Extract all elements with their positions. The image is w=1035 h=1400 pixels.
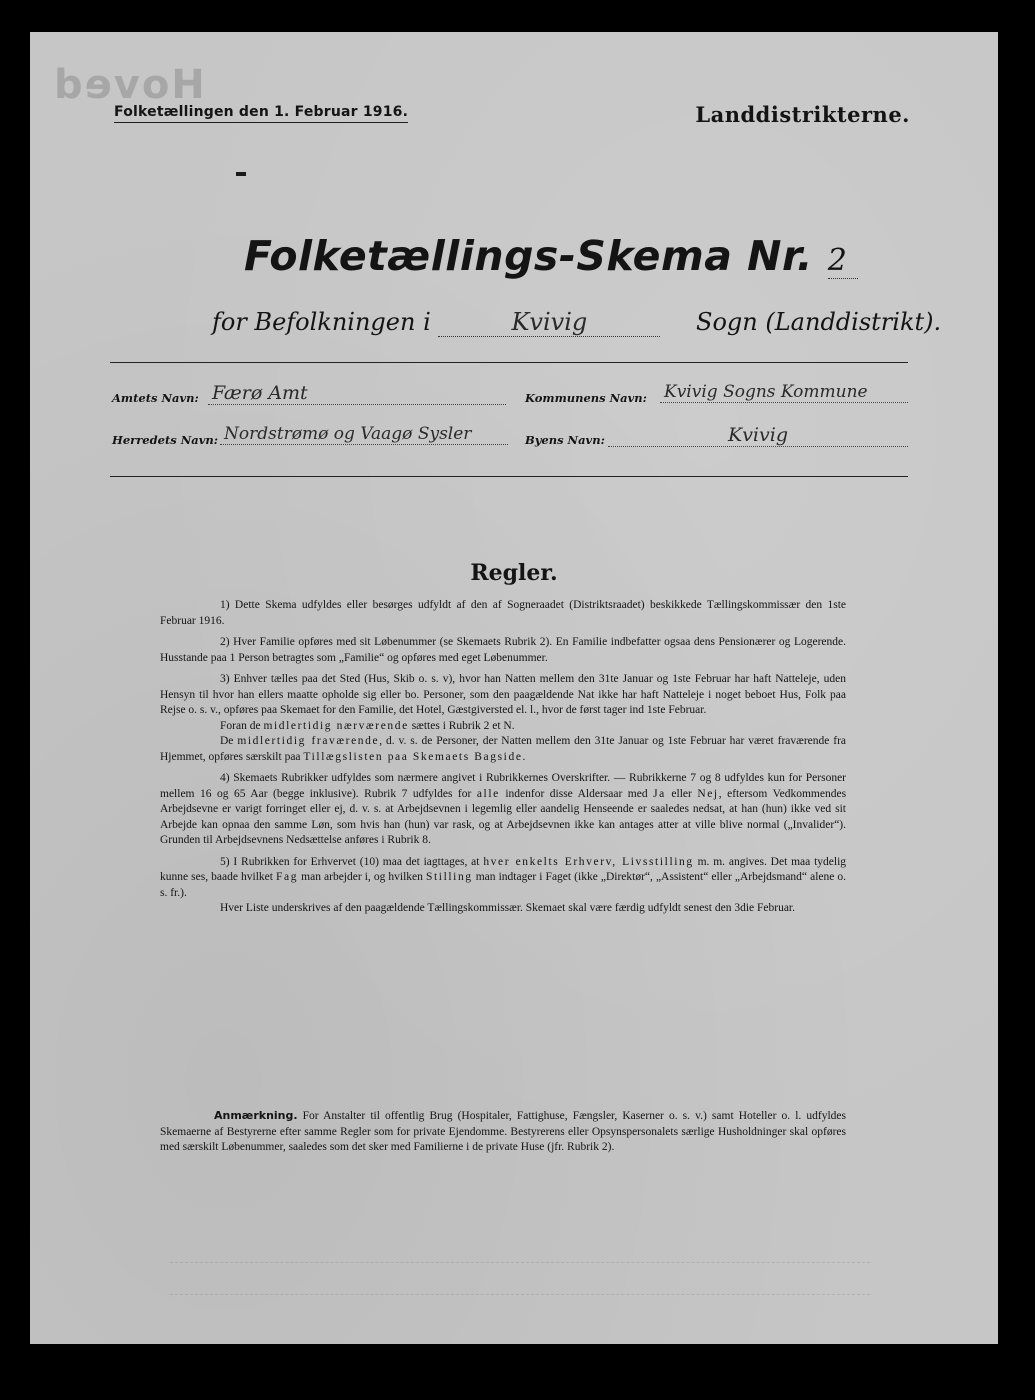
- rule-5-spaced1: hver enkelts Erhverv, Livsstilling: [483, 855, 694, 868]
- hoved-stamp-mirrored: Hoved: [52, 62, 205, 108]
- rule-5d: man indtager i Faget (ikke „Direktør“, „Assistent“ eller „Arbejdsmand“ alene o. s. fr.).: [160, 871, 847, 899]
- rule-5: [160, 855, 846, 902]
- remark-label: Anmærkning.: [214, 1109, 298, 1122]
- rule-4a: 4) Skemaets Rubrikker udfyldes som nærmere angivet i Rubrikkernes Overskrifter. — Rubrikkerne 7 og 8 udfyldes kun for Personer mellem 16 og 65 Aar (begge inklusive). Rubrik 7 udfyldes for: [160, 772, 846, 800]
- parish-line: [212, 308, 941, 337]
- rule-1: 1) Dette Skema udfyldes eller besørges udfyldt af den af Sogneraadet (Distriktsraadet) beskikkede Tællingskommissær den 1ste Februar 1916.: [160, 599, 846, 627]
- divider-bottom: [110, 476, 908, 477]
- rule-3b-post: sættes i Rubrik 2 et N.: [411, 719, 515, 732]
- amt-value: Færø Amt: [208, 382, 506, 405]
- bleed-through-line: [170, 1294, 870, 1295]
- census-date-header: Folketællingen den 1. Februar 1916.: [114, 104, 408, 123]
- rule-3: 3) Enhver tælles paa det Sted (Hus, Skib o. s. v), hvor han Natten mellem den 31te Januar og 1ste Februar har haft Natteleje, uden Hensyn til hvor han ellers maatte opholde sig eller bo. Personer, som den paagældende Nat ikke har haft Natteleje i noget beboet Hus, Folk paa Rejse o. s. v., opføres paa Skemaet for den Familie, det Hotel, Gæstgiversted el. l., hvor de først tager ind 1ste Februar.: [160, 673, 846, 716]
- rule-4b: indenfor disse Aldersaar med: [505, 787, 648, 800]
- rule-4: [160, 771, 846, 849]
- remark-text: For Anstalter til offentlig Brug (Hospitaler, Fattighuse, Fængsler, Kaserner o. s. v.) samt Hoteller o. l. udfyldes Skemaerne af Bestyrerne efter samme Regler som for private Ejendomme. Bestyrerens eller Opsynspersonalets særlige Husholdninger skal opføres med særskilt Løbenummer, saaledes som det sker med Familierne i de private Huse (jfr. Rubrik 2).: [160, 1110, 846, 1153]
- rule-5a: 5) I Rubrikken for Erhvervet (10) maa det iagttages, at: [220, 855, 480, 868]
- district-type-header: Landdistrikterne.: [695, 102, 910, 127]
- parish-name-value: Kvivig: [438, 308, 660, 337]
- census-form-page: [30, 32, 998, 1344]
- rule-3b-spaced: midlertidig nærværende: [263, 719, 409, 732]
- rule-5-spaced3: Stilling: [425, 871, 473, 883]
- form-title-text: Folketællings-Skema Nr.: [244, 232, 813, 280]
- by-value: Kvivig: [608, 424, 908, 447]
- remark-paragraph: [160, 1108, 846, 1156]
- ink-mark: [236, 172, 246, 176]
- rule-3-temporary-absent: [160, 734, 846, 765]
- parish-line-suffix: Sogn (Landdistrikt).: [696, 308, 942, 336]
- kommune-value: Kvivig Sogns Kommune: [660, 382, 908, 403]
- parish-line-prefix: for Befolkningen i: [212, 308, 431, 336]
- rule-3c-spaced: midlertidig fraværende: [237, 735, 380, 747]
- remark-section: [160, 1108, 846, 1156]
- rule-3c-mid: , d. v. s. de Personer, der Natten mellem den 31te Januar og 1ste Februar har været fraværende fra Hjemmet, opføres særskilt paa: [160, 735, 846, 763]
- divider-top: [110, 362, 908, 363]
- rule-4d: , eftersom Vedkommendes Arbejdsevne er varigt forringet eller ej, d. v. s. at Arbejdsevnen i legemlig eller aandelig Henseende er saaledes nedsat, at han (hun) ikke ved sit Arbejde kan opnaa den samme Løn, som hvis han (hun) var rask, og at Arbejdsevnen ikke kan antages atter at ville blive normal („Invalider“). Grunden til Arbejdsevnens Nedsættelse anføres i Rubrik 8.: [160, 787, 847, 846]
- rule-4c: eller: [671, 787, 692, 800]
- rule-2: 2) Hver Familie opføres med sit Løbenummer (se Skemaets Rubrik 2). En Familie indbefatter ogsaa dens Pensionærer og Logerende. Husstande paa 1 Person betragtes som „Familie“ og opføres med eget Løbenummer.: [160, 636, 846, 664]
- form-number: 2: [828, 243, 858, 279]
- rule-5-spaced2: Fag: [276, 871, 299, 883]
- rule-3c-spaced2: Tillægslisten paa Skemaets Bagside: [303, 750, 523, 763]
- rule-3c-pre: De: [220, 735, 234, 747]
- rules-body: [160, 598, 846, 923]
- rule-3-temporary-present: [160, 719, 846, 735]
- rule-6: Hver Liste underskrives af den paagældende Tællingskommissær. Skemaet skal være færdig udfyldt senest den 3die Februar.: [220, 902, 795, 914]
- herred-label: Herredets Navn:: [112, 433, 219, 447]
- kommune-label: Kommunens Navn:: [525, 391, 647, 405]
- form-title: [244, 232, 858, 280]
- rules-heading: Regler.: [470, 560, 558, 586]
- rule-3c-end: .: [522, 750, 526, 763]
- rule-3b-pre: Foran de: [220, 719, 261, 732]
- rule-4-spaced1: alle: [476, 787, 500, 800]
- herred-value: Nordstrømø og Vaagø Sysler: [220, 424, 508, 445]
- rule-4-spaced2: Ja: [653, 787, 666, 800]
- rule-5c: man arbejder i, og hvilken: [301, 871, 423, 883]
- amt-label: Amtets Navn:: [112, 391, 199, 405]
- rule-4-spaced3: Nej: [697, 787, 719, 800]
- bleed-through-line: [170, 1262, 870, 1263]
- rule-5b: m. m. angives. Det maa tydelig kunne ses, baade hvilket: [160, 855, 847, 883]
- by-label: Byens Navn:: [525, 433, 605, 447]
